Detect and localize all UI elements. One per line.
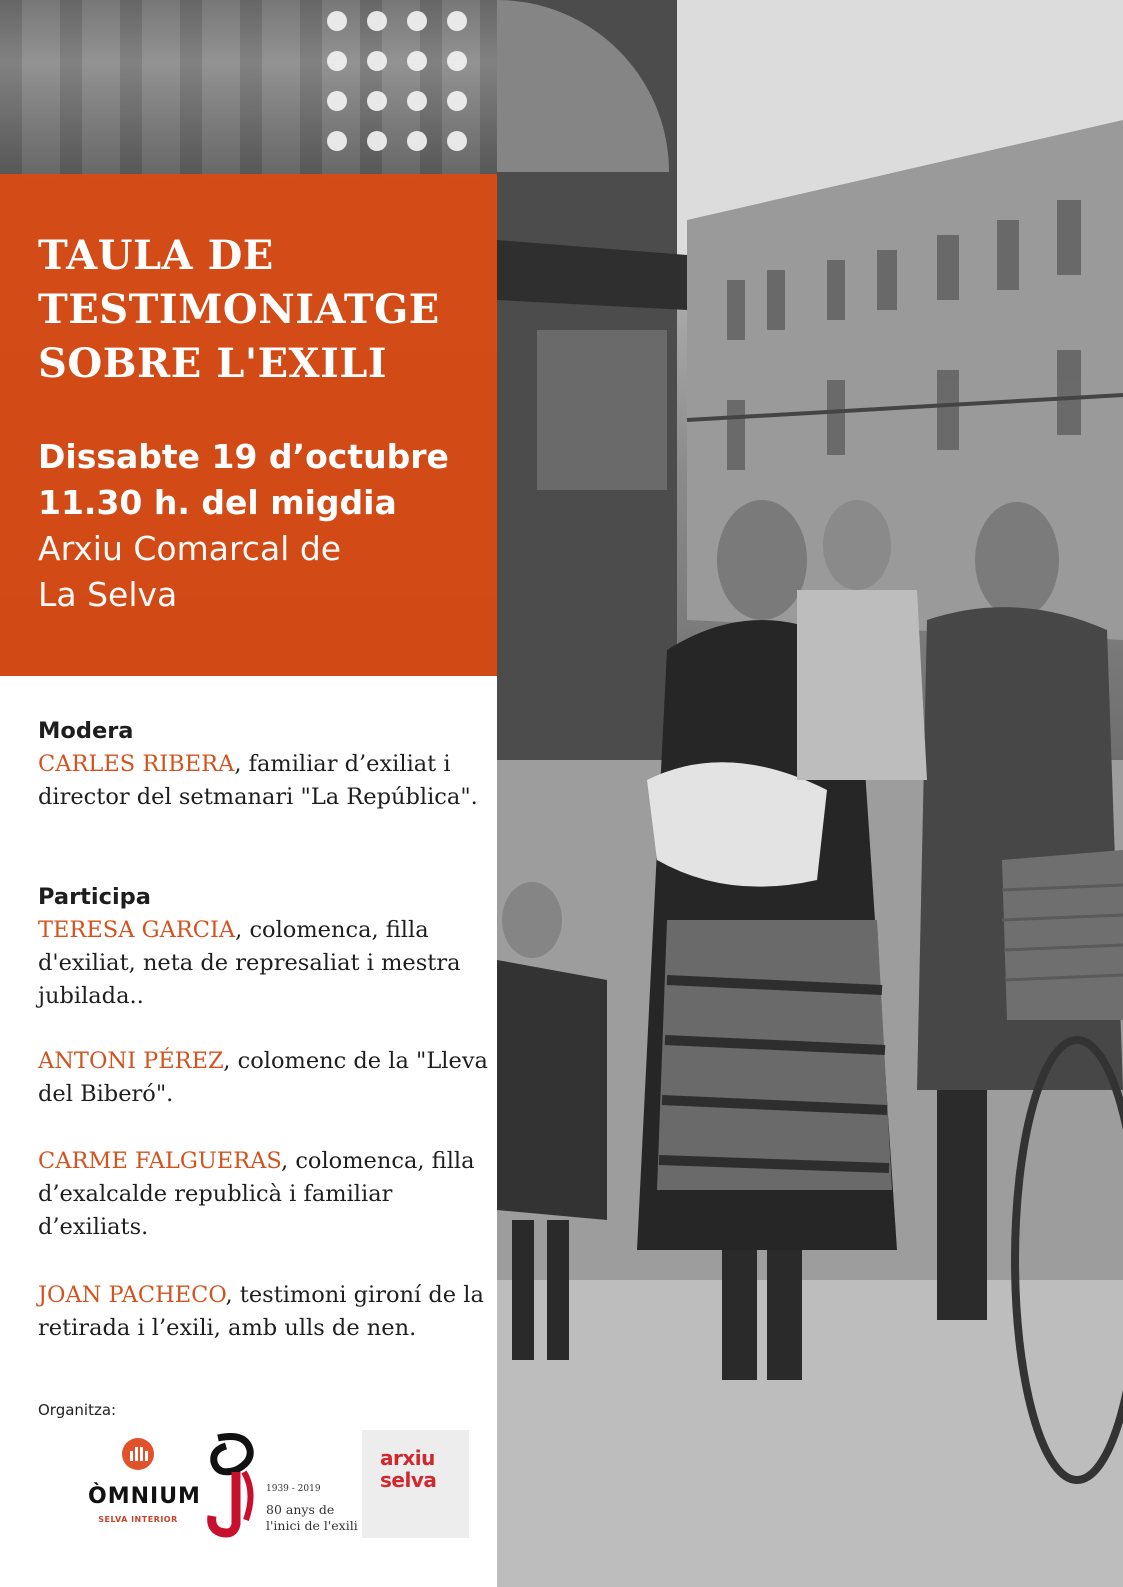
anniversary-80-icon	[206, 1432, 266, 1538]
anniversary-line: l'inici de l'exili	[266, 1518, 358, 1533]
participant-block	[38, 1045, 493, 1111]
participants-label: Participa	[38, 884, 151, 910]
photo-silhouettes	[497, 0, 1123, 1587]
title-line: SOBRE L'EXILI	[38, 340, 388, 387]
arxiu-selva-logo	[362, 1430, 469, 1538]
dot	[407, 51, 427, 71]
anniversary-text	[266, 1502, 358, 1534]
decorative-dot-grid	[327, 11, 477, 161]
participant-description: , colomenca, filla d’exalcalde republicà i familiar d’exiliats.	[38, 1148, 475, 1240]
participant-block	[38, 1279, 493, 1345]
title-line: TESTIMONIATGE	[38, 286, 440, 333]
dot	[407, 131, 427, 151]
dot	[447, 131, 467, 151]
omnium-logo	[88, 1438, 201, 1530]
event-date: Dissabte 19 d’octubre	[38, 437, 449, 476]
event-place: La Selva	[38, 575, 178, 614]
dot	[367, 91, 387, 111]
moderator-name: CARLES RIBERA	[38, 751, 235, 777]
event-details	[38, 434, 488, 618]
dot	[327, 91, 347, 111]
dot	[327, 131, 347, 151]
historical-photo-refugees	[497, 0, 1123, 1587]
arxiu-logo-line: selva	[380, 1468, 437, 1492]
anniversary-line: 80 anys de	[266, 1502, 335, 1517]
arxiu-logo-line: arxiu	[380, 1446, 435, 1470]
participant-name: TERESA GARCIA	[38, 917, 236, 943]
moderator-description: , familiar d’exiliat i director del setmanari "La República".	[38, 751, 478, 810]
participant-description: , colomenc de la "Lleva del Biberó".	[38, 1048, 488, 1107]
dot	[407, 11, 427, 31]
anniversary-years: 1939 - 2019	[266, 1484, 321, 1494]
participant-block	[38, 1145, 493, 1244]
participant-name: JOAN PACHECO	[38, 1282, 226, 1308]
participant-name: ANTONI PÉREZ	[38, 1048, 224, 1074]
participant-block	[38, 881, 493, 1013]
dot	[327, 11, 347, 31]
event-place: Arxiu Comarcal de	[38, 529, 342, 568]
dot	[407, 91, 427, 111]
moderator-block	[38, 715, 493, 814]
dot	[447, 11, 467, 31]
dot	[367, 131, 387, 151]
dot	[447, 51, 467, 71]
participant-description: , colomenca, filla d'exiliat, neta de represaliat i mestra jubilada..	[38, 917, 461, 1009]
event-title	[38, 229, 488, 391]
title-line: TAULA DE	[38, 232, 274, 279]
participant-name: CARME FALGUERAS	[38, 1148, 282, 1174]
omnium-name: ÒMNIUM	[88, 1484, 201, 1509]
participant-description: , testimoni gironí de la retirada i l’exili, amb ulls de nen.	[38, 1282, 484, 1341]
event-time: 11.30 h. del migdia	[38, 483, 397, 522]
dot	[367, 51, 387, 71]
dot	[367, 11, 387, 31]
moderator-label: Modera	[38, 718, 134, 744]
dot	[447, 91, 467, 111]
anniversary-logo	[206, 1432, 366, 1538]
organizers-label: Organitza:	[38, 1401, 117, 1419]
dot	[327, 51, 347, 71]
omnium-subtitle: SELVA INTERIOR	[98, 1515, 178, 1524]
omnium-mark-icon	[122, 1438, 154, 1470]
